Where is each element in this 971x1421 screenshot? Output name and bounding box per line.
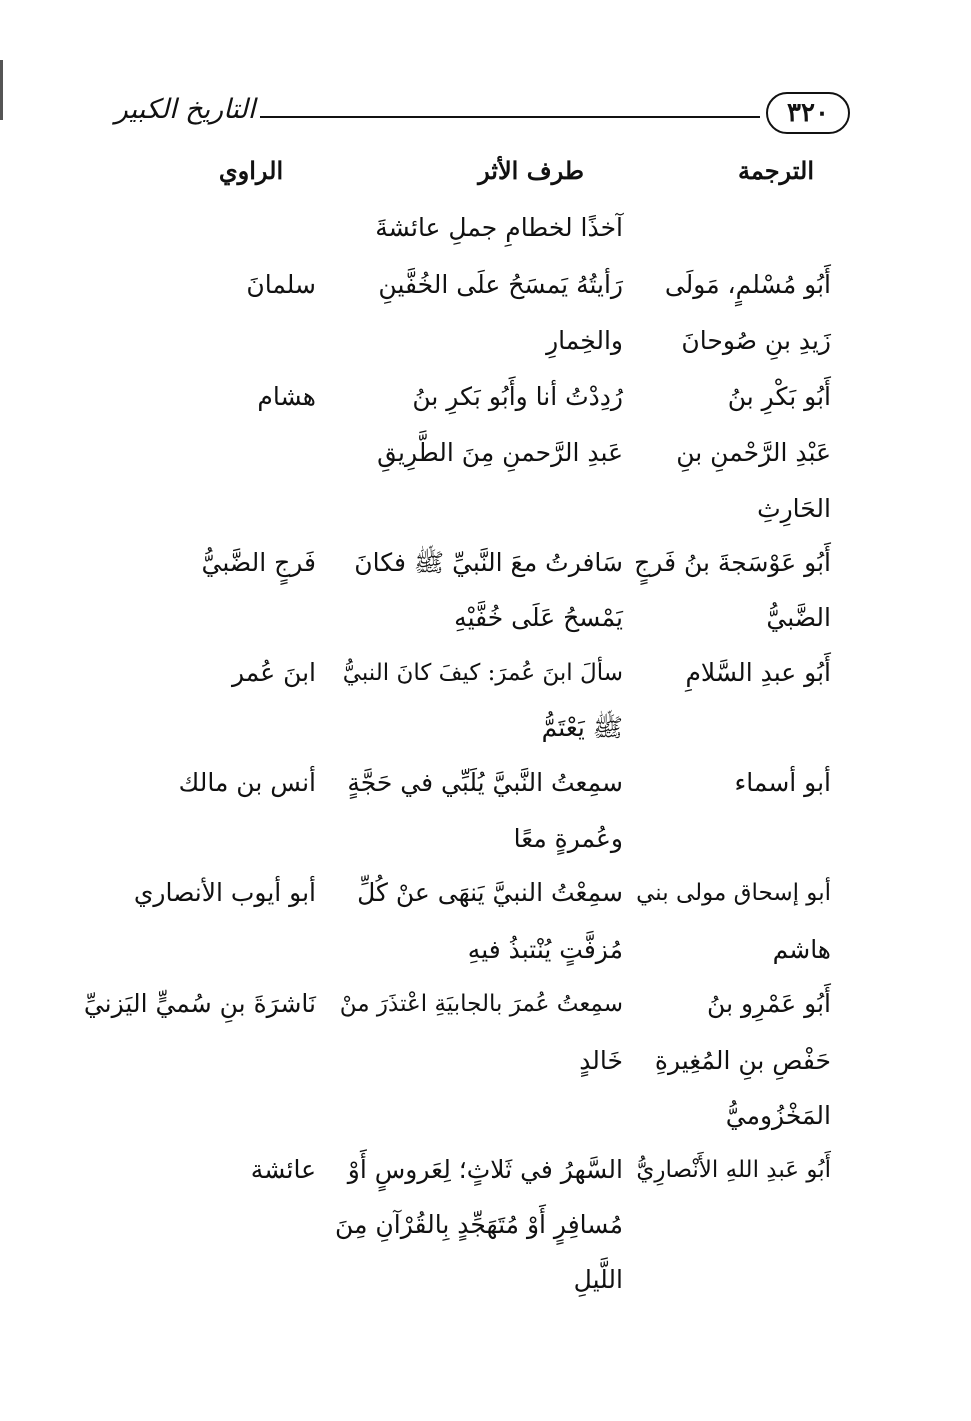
- translation-cell: الضَّبيُّ: [766, 603, 831, 632]
- atar-cell: رَأيتُهُ يَمسَحُ علَى الخُفَّينِ: [378, 270, 623, 299]
- translation-cell: أَبُو عبدِ السَّلامِ: [685, 658, 831, 687]
- scan-edge-mark: [0, 60, 3, 120]
- narrator-cell: أنس بن مالك: [178, 768, 316, 797]
- atar-cell: آخذًا لخطامِ جملِ عائشةَ: [375, 213, 623, 242]
- page-header: [110, 92, 850, 142]
- atar-cell: يَمْسحُ عَلَى خُفَّيْهِ: [454, 603, 623, 632]
- translation-cell: أَبُو عَبدِ اللهِ الأَنْصارِيُّ: [636, 1157, 831, 1183]
- column-header-narrator: الراوي: [218, 156, 284, 185]
- narrator-cell: نَاشرَةَ بنِ سُميٍّ اليَزنيِّ: [83, 989, 316, 1018]
- translation-cell: أبو إسحاق مولى بني: [636, 880, 831, 906]
- atar-cell: مُزفَّتٍ يُنْتبذُ فيهِ: [467, 935, 623, 964]
- atar-cell: والخِمارِ: [546, 326, 623, 355]
- atar-cell: سألَ ابنَ عُمرَ: كيفَ كانَ النبيُّ: [342, 660, 623, 686]
- translation-cell: حَفْصِ بنِ المُغِيرةِ: [654, 1046, 831, 1075]
- narrator-cell: عائشة: [250, 1155, 316, 1184]
- atar-cell: عَبدِ الرَّحمنِ مِنَ الطَّرِيقِ: [377, 438, 623, 467]
- translation-cell: الحَارِثِ: [757, 494, 831, 523]
- translation-cell: زَيدِ بنِ صُوحانَ: [681, 326, 831, 355]
- narrator-cell: فَرجٍ الضَّبيُّ: [201, 548, 316, 577]
- narrator-cell: هشام: [257, 382, 316, 411]
- translation-cell: أَبُو عَمْرِو بنُ: [707, 989, 831, 1018]
- translation-cell: أَبُو عَوْسَجةَ بنُ فَرجٍ: [634, 548, 831, 577]
- book-title: التاريخ الكبير: [114, 94, 256, 125]
- column-header-atar: طرف الأثر: [478, 156, 584, 185]
- atar-cell: سمِعْتُ النبيَّ يَنهَى عنْ كُلِّ: [357, 878, 623, 907]
- atar-cell: سمِعتُ النَّبيَّ يُلَبِّي في حَجَّةٍ: [347, 768, 623, 797]
- atar-cell: اللَّيلِ: [573, 1265, 623, 1294]
- atar-cell: رُدِدْتُ أنا وأَبُو بَكرِ بنُ: [412, 382, 623, 411]
- narrator-cell: ابنَ عُمر: [231, 658, 316, 687]
- translation-cell: أبو أسماء: [734, 768, 831, 797]
- translation-cell: عَبْدِ الرَّحْمنِ بنِ: [676, 438, 831, 467]
- atar-cell: السَّهرُ في ثَلاثٍ؛ لِعَروسٍ أَوْ: [347, 1155, 623, 1184]
- translation-cell: أَبُو بَكْرِ بنُ: [727, 382, 831, 411]
- atar-cell: مُسافِرٍ أَوْ مُتَهَجِّدٍ بِالقُرْآنِ مِنَ: [335, 1210, 623, 1239]
- narrator-cell: سلمانَ: [246, 270, 316, 299]
- page-number: ٣٢٠: [766, 92, 850, 134]
- atar-cell: سمِعتُ عُمرَ بالجابيَةِ اعْتذَرَ منْ: [339, 991, 623, 1017]
- atar-cell: وعُمرةٍ معًا: [513, 824, 623, 853]
- atar-cell: خَالدٍ: [579, 1046, 623, 1075]
- header-rule: [260, 116, 760, 118]
- atar-cell: ﷺ يَعْتَمُّ: [541, 713, 623, 742]
- atar-cell: سَافرتُ معَ النَّبيِّ ﷺ فكانَ: [354, 548, 623, 577]
- narrator-cell: أبو أيوب الأنصاري: [133, 878, 316, 907]
- translation-cell: هاشم: [772, 935, 831, 964]
- translation-cell: أَبُو مُسْلمٍ، مَولَى: [664, 270, 831, 299]
- translation-cell: المَخْزُوميُّ: [725, 1101, 831, 1130]
- column-header-translation: الترجمة: [737, 156, 815, 185]
